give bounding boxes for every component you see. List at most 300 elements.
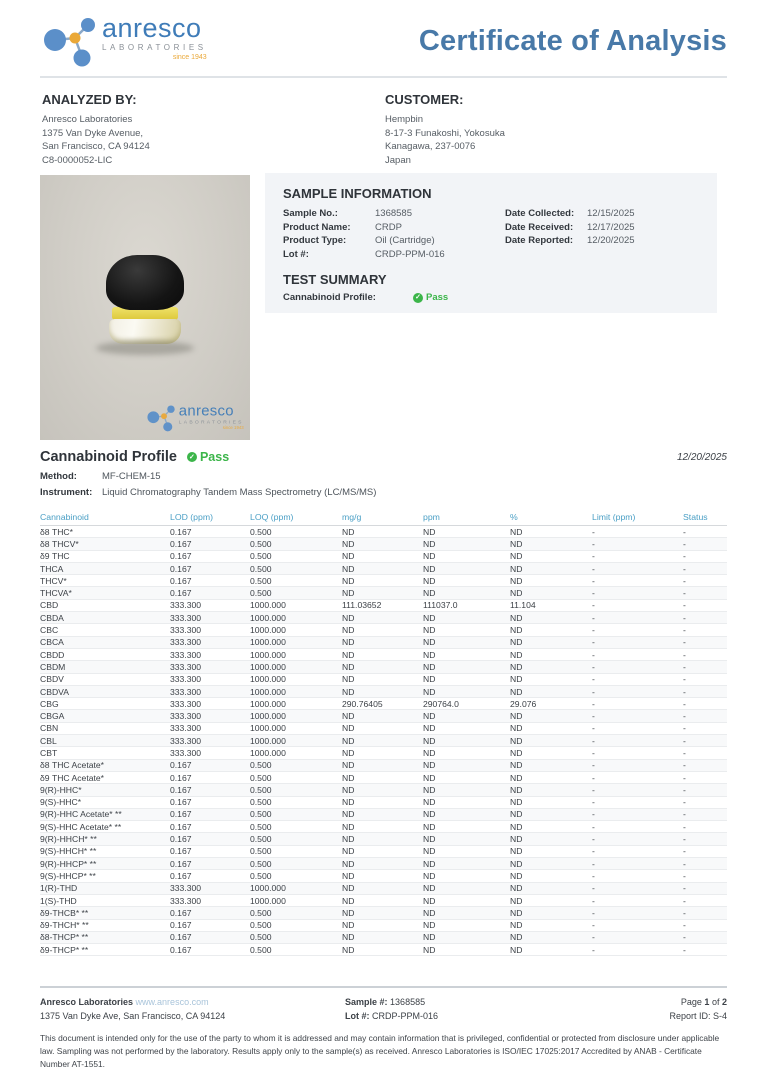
table-cell: ND	[510, 808, 592, 820]
table-cell: 0.167	[170, 784, 250, 796]
table-row	[40, 538, 727, 550]
table-cell: 0.500	[250, 759, 342, 771]
table-cell: ND	[423, 612, 510, 624]
table-cell: -	[592, 612, 683, 624]
table-cell: 0.500	[250, 870, 342, 882]
footer-disclaimer: This document is intended only for the use of the party to whom it is addressed and may contain information that is privileged, confidential or protected from disclosure under applicable law. Sampling was not performed by the laboratory. Results apply only to the sample(s) as received. Anresco Laboratories is ISO/IEC 17025:2017 Accredited by ANAB - Certificate Number AT-1551.	[40, 1033, 720, 1070]
table-cell: -	[683, 673, 727, 685]
table-cell: ND	[342, 894, 423, 906]
table-cell: ND	[423, 784, 510, 796]
table-cell: -	[592, 562, 683, 574]
table-cell: ND	[510, 673, 592, 685]
table-cell: -	[683, 759, 727, 771]
analyzed-by-line: San Francisco, CA 94124	[42, 141, 150, 152]
field-row	[283, 221, 505, 235]
table-cell: -	[592, 550, 683, 562]
field-value: 12/15/2025	[587, 208, 635, 219]
table-cell: ND	[423, 673, 510, 685]
table-cell: 0.167	[170, 526, 250, 538]
table-cell: ND	[510, 587, 592, 599]
footer-report-id: Report ID: S-4	[669, 1011, 727, 1021]
table-cell: ND	[510, 882, 592, 894]
table-cell: ND	[423, 870, 510, 882]
table-cell: ND	[510, 894, 592, 906]
table-cell: -	[592, 599, 683, 611]
table-row	[40, 944, 727, 956]
table-cell: ND	[510, 661, 592, 673]
table-cell: 0.167	[170, 562, 250, 574]
column-header: Status	[683, 510, 727, 526]
table-row	[40, 759, 727, 771]
table-cell: 1000.000	[250, 747, 342, 759]
table-cell: ND	[342, 771, 423, 783]
cannabinoid-name: δ8 THC Acetate*	[40, 759, 170, 771]
table-cell: -	[683, 698, 727, 710]
table-cell: 0.500	[250, 808, 342, 820]
cannabinoid-name: δ9-THCP* **	[40, 944, 170, 956]
table-cell: -	[683, 858, 727, 870]
table-cell: -	[592, 575, 683, 587]
table-cell: ND	[423, 562, 510, 574]
field-value: CRDP	[375, 221, 402, 233]
table-cell: 0.500	[250, 931, 342, 943]
table-cell: -	[592, 894, 683, 906]
table-row	[40, 808, 727, 820]
table-row	[40, 636, 727, 648]
product-photo	[40, 175, 250, 440]
field-label: Date Collected:	[505, 208, 575, 219]
field-label: Sample No.:	[283, 208, 338, 219]
cannabinoid-name: δ8 THC*	[40, 526, 170, 538]
table-cell: 1000.000	[250, 648, 342, 660]
field-value: 12/17/2025	[587, 221, 635, 233]
page-footer	[40, 986, 727, 1071]
table-cell: ND	[342, 526, 423, 538]
jar-shadow	[96, 341, 194, 355]
table-row	[40, 648, 727, 660]
table-cell: -	[683, 735, 727, 747]
section-title: Cannabinoid Profile	[40, 449, 177, 465]
table-cell: -	[683, 648, 727, 660]
table-cell: 0.167	[170, 845, 250, 857]
table-cell: ND	[342, 944, 423, 956]
cannabinoid-name: 9(S)-HHCP* **	[40, 870, 170, 882]
table-cell: -	[683, 550, 727, 562]
table-cell: ND	[423, 624, 510, 636]
table-cell: -	[592, 722, 683, 734]
table-cell: -	[592, 882, 683, 894]
table-cell: -	[592, 710, 683, 722]
table-cell: -	[592, 784, 683, 796]
table-cell: 1000.000	[250, 673, 342, 685]
table-row	[40, 722, 727, 734]
table-row	[40, 735, 727, 747]
table-cell: ND	[423, 685, 510, 697]
customer-line: Hempbin	[385, 114, 424, 125]
table-cell: -	[683, 562, 727, 574]
table-cell: -	[592, 661, 683, 673]
table-cell: 0.167	[170, 759, 250, 771]
table-cell: -	[683, 833, 727, 845]
table-cell: ND	[342, 931, 423, 943]
table-cell: 1000.000	[250, 882, 342, 894]
table-row	[40, 870, 727, 882]
table-cell: -	[592, 735, 683, 747]
cannabinoid-name: CBDM	[40, 661, 170, 673]
table-cell: ND	[423, 747, 510, 759]
table-cell: -	[683, 771, 727, 783]
table-cell: 333.300	[170, 747, 250, 759]
table-cell: -	[683, 784, 727, 796]
table-cell: ND	[510, 944, 592, 956]
table-row	[40, 796, 727, 808]
table-row	[40, 821, 727, 833]
table-cell: ND	[342, 808, 423, 820]
table-cell: 333.300	[170, 698, 250, 710]
table-cell: ND	[510, 624, 592, 636]
customer-line: Japan	[385, 154, 411, 166]
photo-watermark-logo	[146, 403, 244, 432]
column-header: Limit (ppm)	[592, 510, 683, 526]
logo-since: since 1943	[223, 425, 244, 431]
table-row	[40, 784, 727, 796]
jar-lid	[106, 255, 184, 310]
pass-badge	[187, 450, 229, 464]
table-cell: ND	[342, 919, 423, 931]
table-cell: 0.167	[170, 858, 250, 870]
cannabinoid-name: CBL	[40, 735, 170, 747]
field-row	[283, 207, 505, 221]
table-cell: 11.104	[510, 599, 592, 611]
footer-lot-label: Lot #:	[345, 1011, 370, 1021]
table-cell: 333.300	[170, 673, 250, 685]
table-cell: 1000.000	[250, 894, 342, 906]
field-label: Product Name:	[283, 221, 351, 233]
table-cell: ND	[510, 870, 592, 882]
table-cell: -	[683, 845, 727, 857]
table-cell: 1000.000	[250, 636, 342, 648]
table-cell: ND	[510, 550, 592, 562]
table-cell: -	[592, 919, 683, 931]
table-cell: ND	[342, 784, 423, 796]
table-cell: ND	[510, 771, 592, 783]
table-cell: 0.500	[250, 538, 342, 550]
cannabinoid-name: δ9-THCB* **	[40, 907, 170, 919]
table-cell: 0.167	[170, 587, 250, 599]
table-cell: -	[592, 796, 683, 808]
table-row	[40, 845, 727, 857]
table-cell: 0.167	[170, 833, 250, 845]
table-cell: 0.500	[250, 821, 342, 833]
table-cell: -	[592, 808, 683, 820]
table-cell: ND	[423, 821, 510, 833]
pass-badge	[413, 292, 448, 303]
table-cell: ND	[423, 710, 510, 722]
table-cell: ND	[342, 538, 423, 550]
column-header: %	[510, 510, 592, 526]
table-cell: -	[592, 648, 683, 660]
table-cell: ND	[342, 648, 423, 660]
table-cell: 1000.000	[250, 735, 342, 747]
table-cell: -	[683, 636, 727, 648]
cannabinoid-name: CBDA	[40, 612, 170, 624]
table-cell: 1000.000	[250, 612, 342, 624]
field-value: 1368585	[375, 208, 412, 219]
analyzed-by-line: 1375 Van Dyke Avenue,	[42, 127, 144, 139]
test-summary-block	[283, 272, 699, 303]
cannabinoid-name: CBG	[40, 698, 170, 710]
cannabinoid-name: δ8-THCP* **	[40, 931, 170, 943]
field-row	[505, 207, 635, 221]
cannabinoid-name: CBC	[40, 624, 170, 636]
table-cell: 0.500	[250, 796, 342, 808]
table-cell: -	[592, 538, 683, 550]
table-cell: 333.300	[170, 685, 250, 697]
table-cell: 0.500	[250, 944, 342, 956]
logo-name: anresco	[102, 13, 202, 43]
table-cell: 333.300	[170, 710, 250, 722]
table-cell: -	[683, 661, 727, 673]
table-cell: ND	[510, 919, 592, 931]
test-summary-label: Cannabinoid Profile:	[283, 292, 376, 303]
field-label: Product Type:	[283, 235, 347, 246]
table-cell: ND	[423, 550, 510, 562]
table-cell: 0.167	[170, 538, 250, 550]
table-cell: ND	[342, 833, 423, 845]
table-cell: ND	[342, 612, 423, 624]
table-cell: 111.03652	[342, 599, 423, 611]
table-cell: -	[592, 833, 683, 845]
sample-jar	[100, 255, 190, 344]
table-cell: -	[683, 587, 727, 599]
table-cell: -	[592, 759, 683, 771]
cannabinoid-name: δ9 THC Acetate*	[40, 771, 170, 783]
table-header-row	[40, 510, 727, 526]
customer-line: Kanagawa, 237-0076	[385, 141, 476, 152]
customer-heading: CUSTOMER:	[385, 92, 464, 107]
table-cell: -	[592, 870, 683, 882]
table-cell: 333.300	[170, 894, 250, 906]
table-cell: 0.167	[170, 808, 250, 820]
table-cell: ND	[510, 636, 592, 648]
cannabinoid-name: 9(R)-HHCH* **	[40, 833, 170, 845]
table-cell: -	[683, 710, 727, 722]
sample-fields-left	[283, 207, 505, 261]
analyzed-by-block	[42, 92, 385, 167]
table-cell: 0.500	[250, 526, 342, 538]
cannabinoid-table	[40, 510, 727, 956]
table-cell: ND	[342, 673, 423, 685]
table-cell: -	[683, 870, 727, 882]
table-cell: ND	[423, 526, 510, 538]
method-label: Method:	[40, 471, 77, 482]
table-cell: -	[683, 575, 727, 587]
table-cell: -	[683, 796, 727, 808]
logo-subtitle: LABORATORIES	[102, 43, 207, 52]
test-summary-heading: TEST SUMMARY	[283, 272, 387, 287]
cannabinoid-name: THCVA*	[40, 587, 170, 599]
cannabinoid-name: THCA	[40, 562, 170, 574]
column-header: LOD (ppm)	[170, 510, 250, 526]
customer-block	[385, 92, 505, 167]
table-cell: 0.167	[170, 821, 250, 833]
table-cell: ND	[342, 858, 423, 870]
table-body	[40, 526, 727, 956]
table-row	[40, 919, 727, 931]
table-cell: ND	[510, 821, 592, 833]
table-cell: 0.167	[170, 907, 250, 919]
table-cell: ND	[342, 550, 423, 562]
field-value: Oil (Cartridge)	[375, 235, 435, 246]
table-cell: -	[683, 808, 727, 820]
table-cell: ND	[342, 735, 423, 747]
table-cell: ND	[342, 821, 423, 833]
table-cell: 333.300	[170, 624, 250, 636]
table-cell: ND	[342, 624, 423, 636]
table-cell: ND	[342, 587, 423, 599]
field-value: CRDP-PPM-016	[375, 248, 445, 260]
cannabinoid-name: 9(R)-HHC*	[40, 784, 170, 796]
table-row	[40, 771, 727, 783]
table-cell: -	[683, 882, 727, 894]
table-cell: ND	[423, 944, 510, 956]
cannabinoid-name: CBT	[40, 747, 170, 759]
table-row	[40, 599, 727, 611]
table-cell: ND	[342, 636, 423, 648]
cannabinoid-name: 9(R)-HHC Acetate* **	[40, 808, 170, 820]
table-cell: -	[592, 944, 683, 956]
cannabinoid-name: CBGA	[40, 710, 170, 722]
field-label: Lot #:	[283, 248, 309, 260]
table-cell: -	[592, 771, 683, 783]
table-cell: -	[592, 747, 683, 759]
table-cell: -	[592, 698, 683, 710]
anresco-logo	[40, 15, 207, 67]
table-cell: ND	[423, 575, 510, 587]
table-row	[40, 562, 727, 574]
table-cell: ND	[423, 759, 510, 771]
table-cell: ND	[342, 845, 423, 857]
cannabinoid-name: 9(S)-HHCH* **	[40, 845, 170, 857]
table-row	[40, 747, 727, 759]
table-cell: ND	[423, 538, 510, 550]
table-cell: -	[592, 673, 683, 685]
table-cell: 1000.000	[250, 698, 342, 710]
table-cell: 0.167	[170, 550, 250, 562]
cannabinoid-name: δ9-THCH* **	[40, 919, 170, 931]
table-cell: ND	[423, 735, 510, 747]
field-row	[505, 234, 635, 248]
table-cell: ND	[423, 894, 510, 906]
table-row	[40, 587, 727, 599]
table-cell: ND	[510, 784, 592, 796]
field-label: Date Reported:	[505, 235, 574, 246]
column-header: Cannabinoid	[40, 510, 170, 526]
table-cell: ND	[342, 759, 423, 771]
analyzed-by-line: C8-0000052-LIC	[42, 154, 113, 166]
table-cell: 333.300	[170, 661, 250, 673]
table-cell: ND	[342, 562, 423, 574]
table-row	[40, 698, 727, 710]
cannabinoid-name: 1(R)-THD	[40, 882, 170, 894]
cannabinoid-name: CBDD	[40, 648, 170, 660]
table-row	[40, 882, 727, 894]
table-cell: 0.500	[250, 833, 342, 845]
footer-page-total: 2	[721, 997, 727, 1007]
table-cell: 1000.000	[250, 722, 342, 734]
footer-website-link[interactable]: www.anresco.com	[135, 997, 209, 1007]
table-cell: ND	[510, 648, 592, 660]
cannabinoid-name: CBD	[40, 599, 170, 611]
table-cell: ND	[423, 771, 510, 783]
footer-lot-value: CRDP-PPM-016	[372, 1011, 439, 1021]
table-cell: ND	[342, 747, 423, 759]
table-cell: 111037.0	[423, 599, 510, 611]
customer-line: 8-17-3 Funakoshi, Yokosuka	[385, 127, 505, 139]
table-cell: ND	[510, 931, 592, 943]
parties-section	[42, 92, 727, 167]
table-row	[40, 907, 727, 919]
footer-sample-label: Sample #:	[345, 997, 388, 1007]
table-row	[40, 526, 727, 538]
test-summary-row	[283, 292, 699, 303]
table-cell: ND	[342, 710, 423, 722]
instrument-value: Liquid Chromatography Tandem Mass Spectrometry (LC/MS/MS)	[102, 487, 377, 498]
table-cell: -	[592, 858, 683, 870]
table-cell: ND	[342, 870, 423, 882]
table-cell: -	[683, 685, 727, 697]
table-cell: 0.500	[250, 919, 342, 931]
column-header: mg/g	[342, 510, 423, 526]
table-cell: -	[592, 526, 683, 538]
table-cell: ND	[423, 845, 510, 857]
table-cell: 333.300	[170, 636, 250, 648]
footer-address: 1375 Van Dyke Ave, San Francisco, CA 94124	[40, 1011, 226, 1021]
table-cell: ND	[510, 612, 592, 624]
table-cell: 333.300	[170, 722, 250, 734]
cannabinoid-name: 9(S)-HHC*	[40, 796, 170, 808]
table-row	[40, 931, 727, 943]
table-cell: -	[592, 845, 683, 857]
table-cell: -	[683, 821, 727, 833]
table-cell: 0.167	[170, 575, 250, 587]
table-cell: 290.76405	[342, 698, 423, 710]
column-header: LOQ (ppm)	[250, 510, 342, 526]
table-cell: ND	[342, 661, 423, 673]
table-cell: 0.167	[170, 931, 250, 943]
table-cell: 0.500	[250, 907, 342, 919]
table-cell: ND	[423, 661, 510, 673]
logo-text	[102, 15, 207, 61]
table-cell: ND	[510, 796, 592, 808]
table-cell: ND	[342, 907, 423, 919]
table-cell: -	[592, 821, 683, 833]
table-row	[40, 612, 727, 624]
table-cell: ND	[423, 919, 510, 931]
table-cell: ND	[423, 587, 510, 599]
cannabinoid-name: 9(S)-HHC Acetate* **	[40, 821, 170, 833]
pass-label: Pass	[426, 292, 449, 303]
cannabinoid-name: THCV*	[40, 575, 170, 587]
table-cell: 1000.000	[250, 624, 342, 636]
table-cell: ND	[510, 575, 592, 587]
footer-page-number: 1	[704, 997, 710, 1007]
table-cell: 1000.000	[250, 661, 342, 673]
table-cell: ND	[342, 796, 423, 808]
table-cell: 0.500	[250, 784, 342, 796]
method-value: MF-CHEM-15	[102, 471, 161, 482]
table-cell: ND	[423, 907, 510, 919]
